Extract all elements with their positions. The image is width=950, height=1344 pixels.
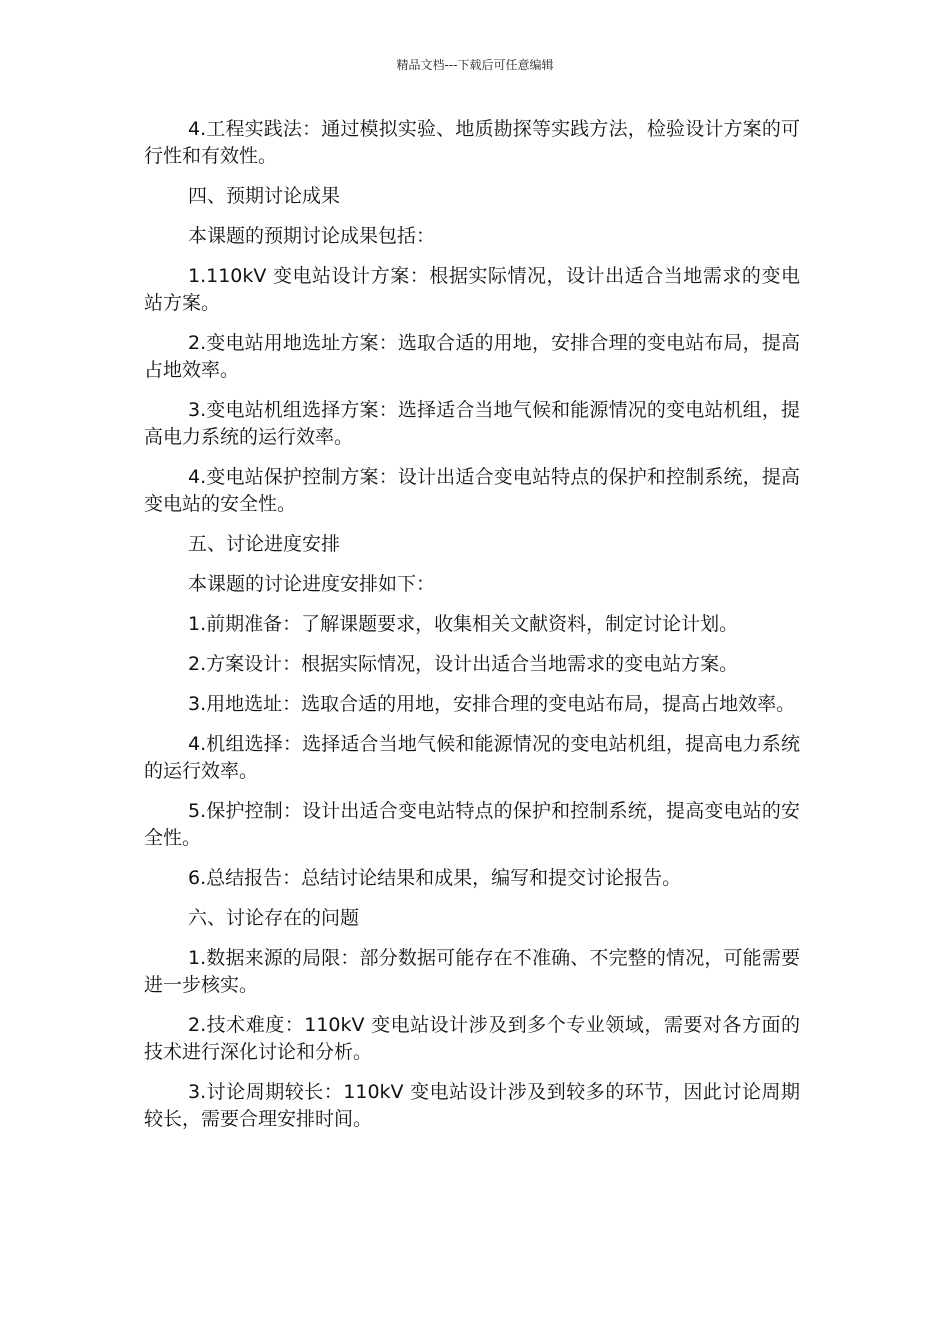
paragraph-issue-1: 1.数据来源的局限：部分数据可能存在不准确、不完整的情况，可能需要进一步核实。	[144, 947, 800, 996]
section-heading-schedule: 五、讨论进度安排	[188, 533, 341, 555]
paragraph-schedule-5: 5.保护控制：设计出适合变电站特点的保护和控制系统，提高变电站的安全性。	[144, 800, 800, 849]
paragraph-result-3: 3.变电站机组选择方案：选择适合当地气候和能源情况的变电站机组，提高电力系统的运行效率。	[144, 399, 800, 448]
page-header: 精品文档---下载后可任意编辑	[396, 58, 554, 72]
paragraph-results-intro: 本课题的预期讨论成果包括：	[188, 225, 436, 247]
section-heading-expected-results: 四、预期讨论成果	[188, 185, 341, 207]
paragraph-issue-2: 2.技术难度：110kV 变电站设计涉及到多个专业领域，需要对各方面的技术进行深化讨论和分析。	[144, 1014, 800, 1063]
paragraph-result-4: 4.变电站保护控制方案：设计出适合变电站特点的保护和控制系统，提高变电站的安全性。	[144, 466, 800, 515]
section-heading-issues: 六、讨论存在的问题	[188, 907, 360, 929]
document-body	[144, 116, 800, 1146]
paragraph-schedule-3: 3.用地选址：选取合适的用地，安排合理的变电站布局，提高占地效率。	[188, 693, 796, 715]
paragraph-result-2: 2.变电站用地选址方案：选取合适的用地，安排合理的变电站布局，提高占地效率。	[144, 332, 800, 381]
paragraph-issue-3: 3.讨论周期较长：110kV 变电站设计涉及到较多的环节，因此讨论周期较长，需要合理安排时间。	[144, 1081, 800, 1130]
paragraph-schedule-intro: 本课题的讨论进度安排如下：	[188, 573, 436, 595]
paragraph-schedule-2: 2.方案设计：根据实际情况，设计出适合当地需求的变电站方案。	[188, 653, 739, 675]
paragraph-schedule-4: 4.机组选择：选择适合当地气候和能源情况的变电站机组，提高电力系统的运行效率。	[144, 733, 800, 782]
paragraph-method-4: 4.工程实践法：通过模拟实验、地质勘探等实践方法，检验设计方案的可行性和有效性。	[144, 118, 800, 167]
paragraph-schedule-6: 6.总结报告：总结讨论结果和成果，编写和提交讨论报告。	[188, 867, 682, 889]
paragraph-result-1: 1.110kV 变电站设计方案：根据实际情况，设计出适合当地需求的变电站方案。	[144, 265, 800, 314]
paragraph-schedule-1: 1.前期准备：了解课题要求，收集相关文献资料，制定讨论计划。	[188, 613, 739, 635]
